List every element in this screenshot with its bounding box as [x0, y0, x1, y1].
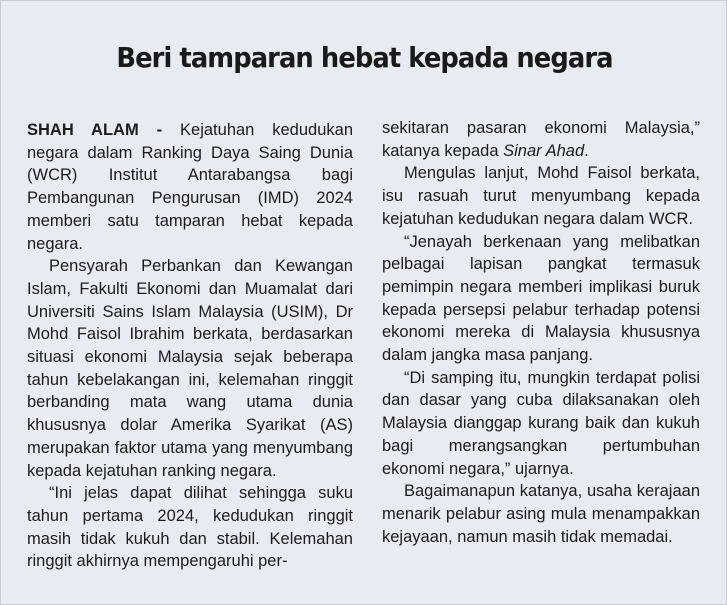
lead-text: Kejatuhan kedudukan negara dalam Ranking Daya Saing Dunia (WCR) Institut Antarabangsa bagi Pembangunan Pengurusan (IMD) 2024 memberi satu tamparan hebat kepada negara.: [27, 121, 353, 253]
continued-end: .: [584, 141, 589, 160]
continued-text: sekitaran pasaran ekonomi Malaysia,” katanya kepada: [382, 119, 700, 160]
article-column-right: [382, 117, 700, 548]
paragraph: “Di samping itu, mungkin terdapat polisi dan dasar yang cuba dilaksanakan oleh Malaysia dianggap kurang baik dan kukuh bagi merangsangkan pertumbuhan ekonomi negara,” ujarnya.: [382, 368, 700, 478]
paragraph: “Ini jelas dapat dilihat sehingga suku tahun pertama 2024, kedudukan ringgit masih tidak kukuh dan stabil. Kelemahan ringgit akhirnya mempengaruhi per-: [27, 484, 353, 571]
source-name: Sinar Ahad: [503, 141, 585, 160]
paragraph: Mengulas lanjut, Mohd Faisol berkata, isu rasuah turut menyumbang kepada kejatuhan kedudukan negara dalam WCR.: [382, 164, 700, 228]
paragraph: “Jenayah berkenaan yang melibatkan pelbagai lapisan pangkat termasuk pemimpin negara memberi implikasi buruk kepada persepsi pelabur terhadap potensi ekonomi mereka di Malaysia khususnya dalam jangka masa panjang.: [382, 232, 700, 365]
article-column-left: [27, 119, 353, 573]
lead-paragraph: [27, 119, 353, 255]
headline: Beri tamparan hebat kepada negara: [116, 41, 613, 74]
continued-paragraph: [382, 117, 700, 162]
dateline: SHAH ALAM -: [27, 121, 181, 139]
paragraph: Bagaimanapun katanya, usaha kerajaan menarik pelabur asing mula menampakkan kejayaan, namun masih tidak memadai.: [382, 482, 700, 546]
paragraph: Pensyarah Perbankan dan Kewangan Islam, Fakulti Ekonomi dan Muamalat dari Universiti Sains Islam Malaysia (USIM), Dr Mohd Faisol Ibrahim berkata, berdasarkan situasi ekonomi Malaysia sejak beberapa tahun kebelakangan ini, kelemahan ringgit berbanding mata wang utama dunia khususnya dolar Amerika Syarikat (AS) merupakan faktor utama yang menyumbang kepada kejatuhan ranking negara.: [27, 257, 353, 480]
